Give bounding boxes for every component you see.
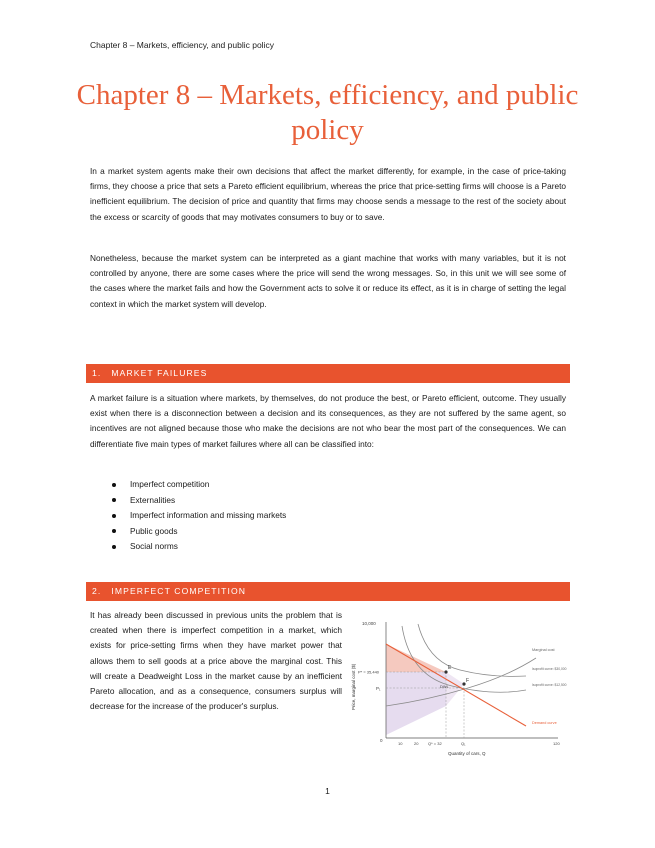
market-failure-types-list <box>104 477 286 555</box>
bullet-icon <box>112 498 116 502</box>
y-tick-zero: 0 <box>380 738 383 743</box>
list-item: Externalities <box>104 493 286 509</box>
x-tick-20: 20 <box>414 741 419 746</box>
isoprofit-high-label: Isoprofit curve: $30,000 <box>532 667 567 671</box>
running-header: Chapter 8 – Markets, efficiency, and public policy <box>90 40 274 50</box>
section-number: 2. <box>92 586 102 596</box>
section-heading-imperfect-competition <box>86 582 570 601</box>
y-axis-label: Price, marginal cost ($) <box>351 663 356 710</box>
x-tick-10: 10 <box>398 741 403 746</box>
y-tick-p1: P₁ <box>376 686 381 691</box>
section-title: MARKET FAILURES <box>111 368 208 378</box>
y-tick-top: 10,000 <box>362 621 376 626</box>
list-item: Imperfect competition <box>104 477 286 493</box>
x-tick-q1: Q₁ <box>461 741 466 746</box>
list-item: Social norms <box>104 539 286 555</box>
bullet-icon <box>112 483 116 487</box>
bullet-icon <box>112 514 116 518</box>
marginal-cost-label: Marginal cost <box>532 648 555 652</box>
bullet-icon <box>112 545 116 549</box>
demand-curve-label: Demand curve <box>532 721 557 725</box>
consumer-gain-area <box>386 672 446 735</box>
section-heading-market-failures <box>86 364 570 383</box>
bullet-icon <box>112 529 116 533</box>
market-failures-paragraph: A market failure is a situation where markets, by themselves, do not produce the best, or Pareto efficient, outcome. They usually exist when there is a disconnection between a decision and its consequences, as they are not suffered by the same agent, so incentives are not aligned because those who make the decisions are not who bear the most part of the consequences. We can differentiate five main types of market failures where all can be classified into: <box>90 393 566 449</box>
list-item: Imperfect information and missing markets <box>104 508 286 524</box>
x-tick-120: 120 <box>553 741 560 746</box>
imperfect-competition-paragraph: It has already been discussed in previous units the problem that is created when there is imperfect competition in a market, which exists for price-setting firms when they have market power that allows them to sell goods at a price above the marginal cost. This will create a Deadweight Loss in the market cause by an inefficient Pareto allocation, and as a consequence, consumers surplus will decrease for the increase of the producer's surplus. <box>90 610 342 712</box>
chapter-title: Chapter 8 – Markets, efficiency, and public policy <box>76 79 579 146</box>
x-tick-qstar: Q* = 32 <box>428 741 442 746</box>
y-tick-price: P* = 35,440 <box>358 669 380 675</box>
list-item: Public goods <box>104 524 286 540</box>
intro-paragraph-1: In a market system agents make their own decisions that affect the market differently, for example, in the case of price-taking firms, they choose a price that sets a Pareto efficient equilibrium, whereas the price that price-setting firms will choose is a Pareto inefficient equilibrium. The decision of price and quantity that firms may choose sends a message to the rest of the society about the excess or scarcity of goods that may motivates consumers to buy or to save. <box>90 166 566 222</box>
intro-paragraph-2: Nonetheless, because the market system can be interpreted as a giant machine that works with many variables, but it is not controlled by anyone, there are some cases where the price will send the wrong messages. So, in this unit we will see some of the cases where the market fails and how the Government acts to solve it or reduce its effect, as it is in charge of setting the legal context in which the market system will develop. <box>90 253 566 309</box>
isoprofit-low-label: Isoprofit curve: $12,500 <box>532 683 567 687</box>
section-number: 1. <box>92 368 102 378</box>
x-axis-label: Quantity of cars, Q <box>448 751 486 756</box>
deadweight-loss-figure <box>348 610 572 762</box>
point-f-label: F <box>466 678 470 684</box>
dwl-label: DWL <box>440 684 449 689</box>
deadweight-loss-area <box>446 672 464 706</box>
page-number: 1 <box>325 786 330 796</box>
section-title: IMPERFECT COMPETITION <box>111 586 247 596</box>
deadweight-loss-diagram <box>348 610 572 762</box>
point-e-label: E <box>448 665 452 671</box>
